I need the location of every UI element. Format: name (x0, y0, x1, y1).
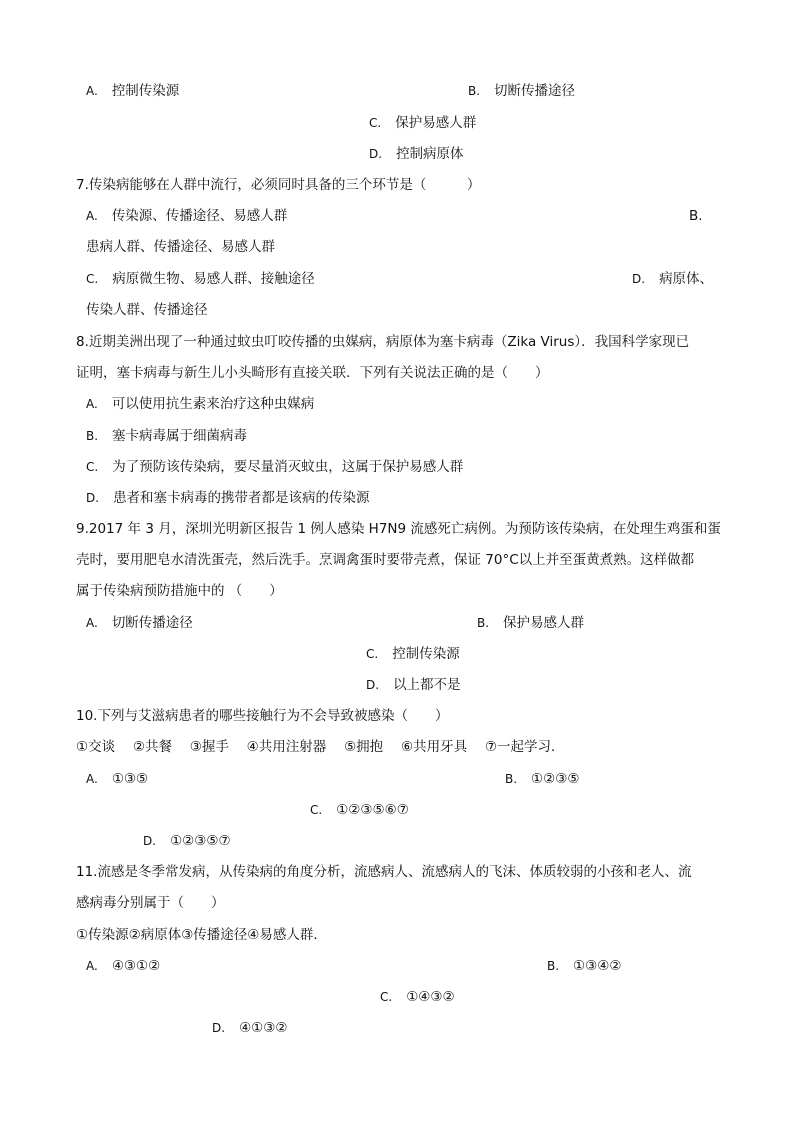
option-text: 传染源、传播途径、易感人群 (111, 208, 288, 224)
option-text: ①④③② (406, 989, 455, 1005)
q10-option-b (505, 770, 579, 788)
q9-stem-line3: 属于传染病预防措施中的 （ ） (76, 583, 283, 599)
option-label: D. (212, 1021, 226, 1035)
option-text: 病原微生物、易感人群、接触途径 (112, 271, 315, 287)
q9-stem-line2: 壳时，要用肥皂水清洗蛋壳，然后洗手。烹调禽蛋时要带壳煮，保证 70°C以上并至蛋黄煮熟。这样做都 (76, 552, 695, 568)
q10-items: ①交谈 ②共餐 ③握手 ④共用注射器 ⑤拥抱 ⑥共用牙具 ⑦一起学习． (76, 739, 565, 755)
q11-stem-line1: 11.流感是冬季常发病，从传染病的角度分析，流感病人、流感病人的飞沫、体质较弱的小孩和老人、流 (76, 864, 692, 880)
option-text: 控制传染源 (111, 83, 180, 99)
q11-stem-line2: 感病毒分别属于（ ） (76, 895, 225, 911)
q7-option-a (86, 207, 287, 225)
option-text: 以上都不是 (393, 677, 461, 693)
q7-stem: 7.传染病能够在人群中流行，必须同时具备的三个环节是（ ） (76, 177, 481, 193)
option-text: 控制病原体 (396, 146, 464, 162)
q11-items: ①传染源②病原体③传播途径④易感人群． (76, 927, 327, 943)
q8-stem-line2: 证明，塞卡病毒与新生儿小头畸形有直接关联．下列有关说法正确的是（ ） (76, 365, 549, 381)
q9-option-b (477, 614, 584, 632)
q10-option-d (143, 832, 231, 850)
option-text: ④③①② (111, 958, 161, 974)
q6-option-c (369, 114, 476, 132)
q9-option-c (366, 645, 460, 663)
option-label: A. (86, 959, 98, 973)
q8-option-a (86, 395, 314, 413)
q8-option-d (86, 489, 370, 507)
q9-option-a (86, 614, 193, 632)
q6-option-b (468, 82, 575, 100)
option-label: C. (369, 116, 382, 130)
q7-option-b-text: 患病人群、传播途径、易感人群 (86, 239, 275, 255)
option-text: 可以使用抗生素来治疗这种虫媒病 (111, 396, 315, 412)
option-text: ①②③⑤⑥⑦ (336, 802, 409, 818)
option-label: B. (468, 84, 481, 98)
option-label: D. (369, 147, 383, 161)
q9-option-d (366, 676, 461, 694)
q11-option-a (86, 957, 160, 975)
option-text: ①③⑤ (111, 771, 149, 787)
q10-stem: 10.下列与艾滋病患者的哪些接触行为不会导致被感染（ ） (76, 708, 449, 724)
option-label: B. (477, 616, 490, 630)
q9-stem-line1: 9.2017 年 3 月，深圳光明新区报告 1 例人感染 H7N9 流感死亡病例。为预防该传染病，在处理生鸡蛋和蛋 (76, 521, 721, 537)
option-label: A. (86, 84, 98, 98)
option-text: 为了预防该传染病，要尽量消灭蚊虫，这属于保护易感人群 (112, 459, 464, 475)
q11-option-d (212, 1019, 287, 1037)
q7-option-c (86, 270, 315, 288)
q6-option-d (369, 145, 464, 163)
option-text: 切断传播途径 (111, 615, 193, 631)
q10-option-a (86, 770, 148, 788)
option-label: B. (86, 429, 99, 443)
q7-option-b-label: B. (689, 208, 703, 224)
option-label: A. (86, 772, 98, 786)
q8-stem-line1: 8.近期美洲出现了一种通过蚊虫叮咬传播的虫媒病，病原体为塞卡病毒（Zika Virus）．我国科学家现已 (76, 334, 690, 350)
option-label: D. (143, 834, 157, 848)
option-label: D. (632, 272, 646, 286)
option-label: C. (310, 803, 323, 817)
q10-option-c (310, 801, 409, 819)
q8-option-b (86, 427, 247, 445)
option-text: ①②③⑤⑦ (170, 833, 231, 849)
option-label: A. (86, 397, 98, 411)
option-label: D. (366, 678, 380, 692)
option-text: ④①③② (239, 1020, 288, 1036)
q7-option-d-tail: 传染人群、传播途径 (86, 302, 208, 318)
q8-option-c (86, 458, 463, 476)
option-label: A. (86, 209, 98, 223)
option-label: C. (366, 647, 379, 661)
option-label: C. (86, 272, 99, 286)
q11-option-b (547, 957, 621, 975)
option-text: 保护易感人群 (395, 115, 477, 131)
option-label: D. (86, 491, 100, 505)
option-label: B. (505, 772, 518, 786)
option-text: 切断传播途径 (494, 83, 576, 99)
option-text: ①③④② (573, 958, 622, 974)
option-label: C. (380, 990, 393, 1004)
option-label: B. (547, 959, 560, 973)
option-text: 控制传染源 (392, 646, 460, 662)
option-label: A. (86, 616, 98, 630)
option-text: 患者和塞卡病毒的携带者都是该病的传染源 (113, 490, 370, 506)
q7-option-d-head (632, 270, 713, 288)
option-text: ①②③⑤ (531, 771, 580, 787)
q11-option-c (380, 988, 455, 1006)
option-label: C. (86, 460, 99, 474)
q6-option-a (86, 82, 179, 100)
option-text: 塞卡病毒属于细菌病毒 (112, 428, 248, 444)
option-text: 病原体、 (659, 271, 714, 287)
option-text: 保护易感人群 (503, 615, 585, 631)
